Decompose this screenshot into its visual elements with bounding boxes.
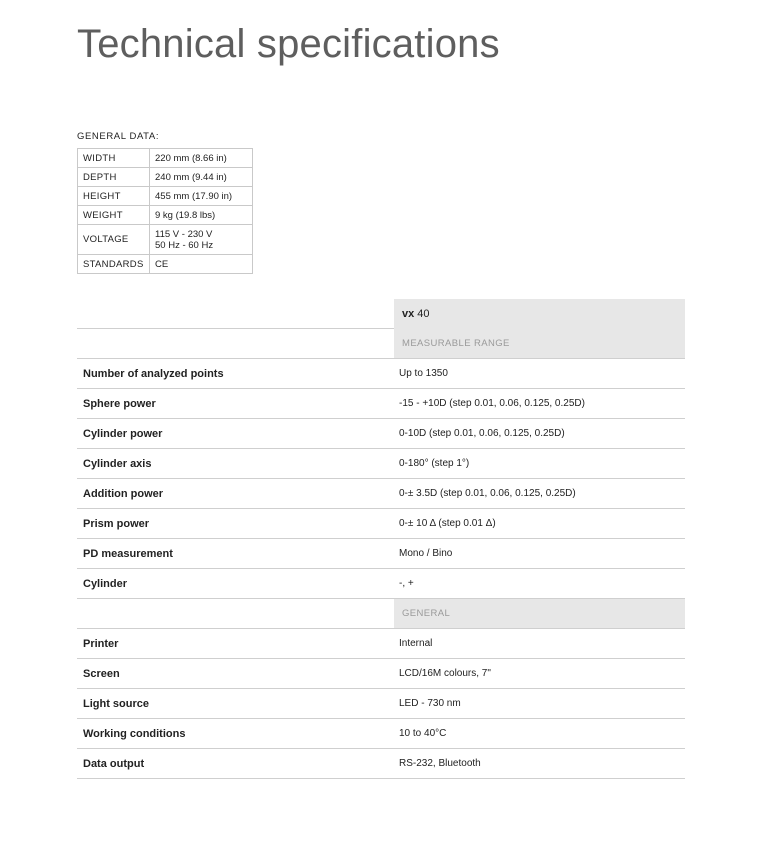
spec-value: Up to 1350 [399,368,448,379]
general-data-value: CE [150,255,253,274]
model-name-bold: vx [402,308,415,320]
general-data-label: GENERAL DATA: [77,131,160,142]
table-row [77,509,685,539]
table-row [77,419,685,449]
spec-label: Data output [83,757,145,770]
spec-value: 0-± 10 Δ (step 0.01 Δ) [399,518,496,529]
spec-table [77,299,685,779]
table-row [77,389,685,419]
model-header-row [77,299,685,329]
general-data-value: 240 mm (9.44 in) [150,168,253,187]
general-data-key: WEIGHT [78,206,150,225]
spec-label: Prism power [83,517,150,530]
spec-value: LED - 730 nm [399,698,461,709]
table-row [78,255,253,274]
spec-label: PD measurement [83,547,173,560]
general-data-value [150,225,253,255]
table-row [77,659,685,689]
general-data-key: VOLTAGE [78,225,150,255]
spec-value: -, + [399,578,414,589]
spec-value: -15 - +10D (step 0.01, 0.06, 0.125, 0.25D) [399,398,585,409]
spec-value: RS-232, Bluetooth [399,758,481,769]
general-data-value: 220 mm (8.66 in) [150,149,253,168]
general-data-value: 9 kg (19.8 lbs) [150,206,253,225]
spec-value: LCD/16M colours, 7" [399,668,491,679]
table-row [78,206,253,225]
frequency-line: 50 Hz - 60 Hz [155,239,214,251]
table-row [78,168,253,187]
spec-label: Cylinder axis [83,457,152,470]
general-data-key: STANDARDS [78,255,150,274]
model-name-rest: 40 [417,308,430,320]
spec-value: Mono / Bino [399,548,453,559]
table-row [77,479,685,509]
spec-label: Light source [83,697,150,710]
table-row [77,359,685,389]
spec-value: 10 to 40°C [399,728,447,739]
spec-label: Screen [83,667,120,680]
spec-label: Addition power [83,487,164,500]
spec-label: Cylinder [83,577,128,590]
general-data-key: HEIGHT [78,187,150,206]
spec-value: 0-± 3.5D (step 0.01, 0.06, 0.125, 0.25D) [399,488,576,499]
general-data-key: WIDTH [78,149,150,168]
spec-label: Cylinder power [83,427,163,440]
table-row [77,629,685,659]
table-row [77,719,685,749]
spec-value: 0-180° (step 1°) [399,458,470,469]
voltage-line: 115 V - 230 V [155,228,213,240]
general-data-key: DEPTH [78,168,150,187]
spec-label: Sphere power [83,397,156,410]
page-title: Technical specifications [77,22,500,66]
spec-label: Number of analyzed points [83,367,224,380]
general-data-value: 455 mm (17.90 in) [150,187,253,206]
table-row [78,149,253,168]
table-row [77,449,685,479]
table-row [77,689,685,719]
table-row [78,187,253,206]
table-row [77,749,685,779]
spec-label: Working conditions [83,727,186,740]
table-row [77,539,685,569]
model-name [394,299,685,329]
section-row-measurable [77,329,685,359]
table-row [78,225,253,255]
section-title: MEASURABLE RANGE [394,329,685,358]
table-row [77,569,685,599]
spec-label: Printer [83,637,119,650]
section-title: GENERAL [394,599,685,628]
section-row-general [77,599,685,629]
spec-value: Internal [399,638,433,649]
general-data-table [77,148,253,274]
spec-value: 0-10D (step 0.01, 0.06, 0.125, 0.25D) [399,428,565,439]
